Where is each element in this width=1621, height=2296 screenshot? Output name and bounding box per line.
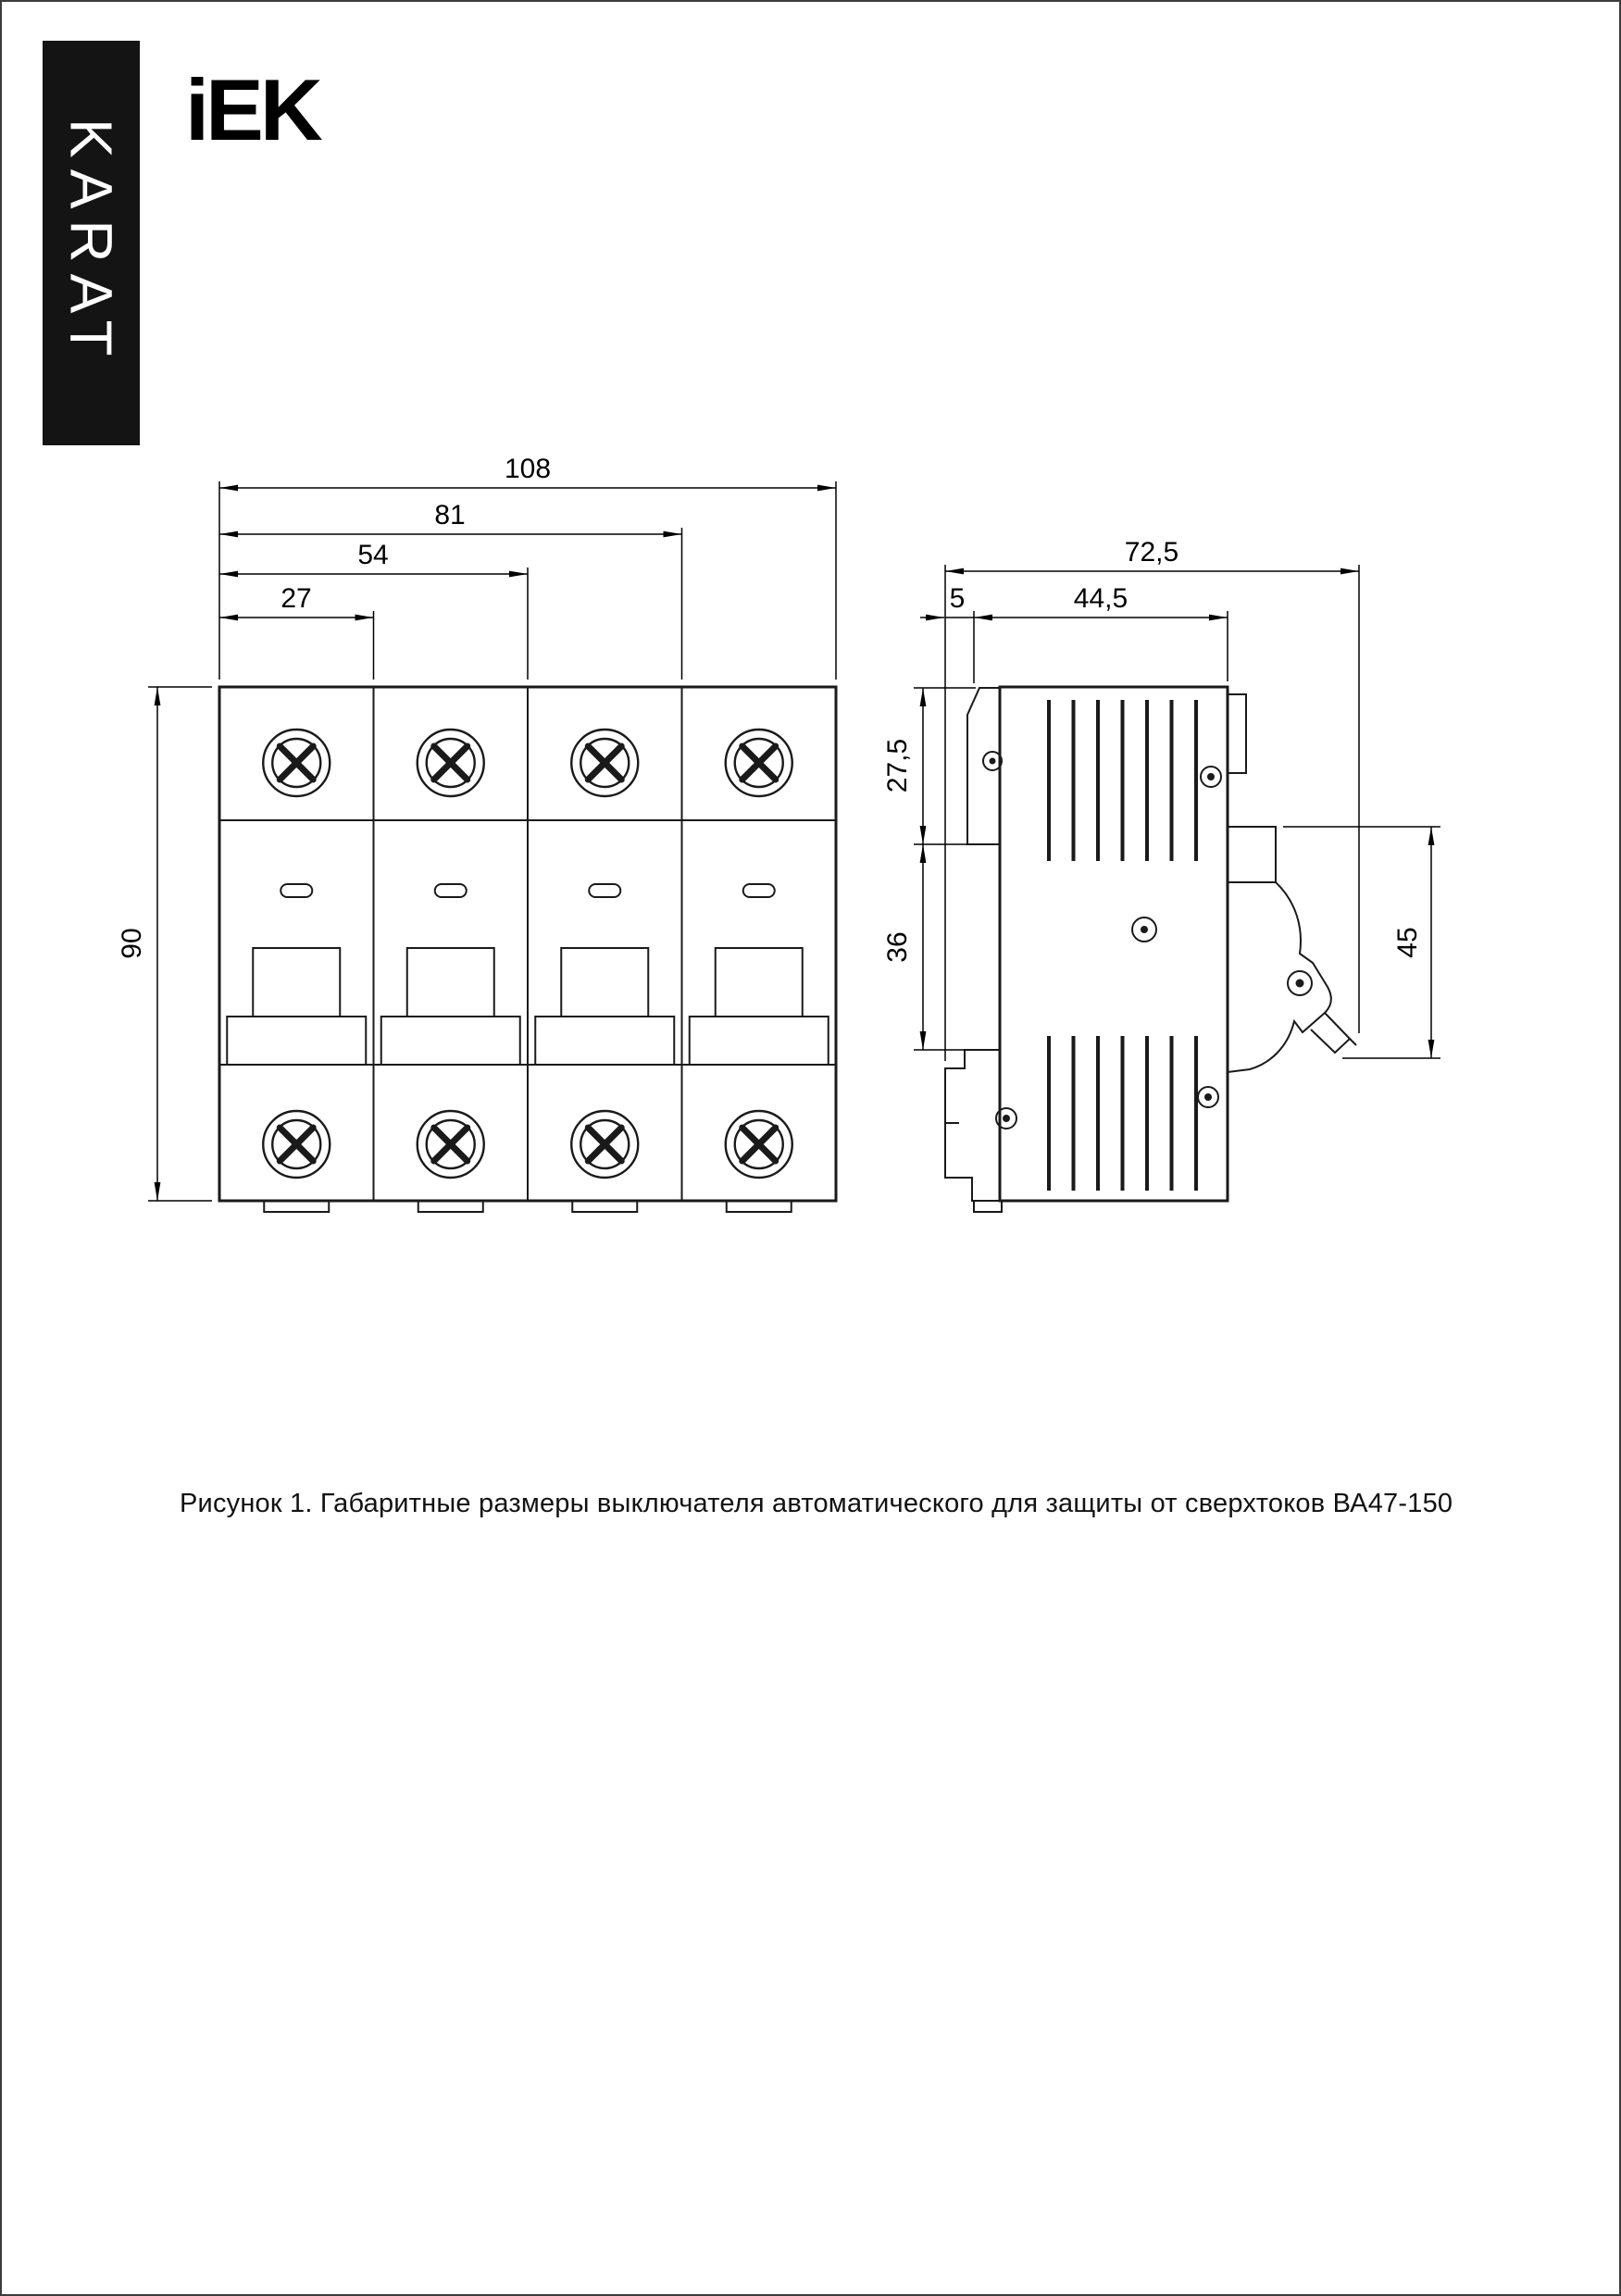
pole-module — [535, 730, 674, 1212]
dim-label-height: 90 — [117, 928, 147, 959]
dim-label-three-modules: 81 — [434, 500, 466, 530]
dim-label-total-depth: 72,5 — [1124, 537, 1179, 568]
pole-module — [227, 730, 366, 1212]
dim-label-clip-depth: 5 — [949, 583, 966, 614]
dim-label-upper-height: 27,5 — [882, 738, 913, 793]
dim-label-body-depth: 44,5 — [1073, 583, 1128, 614]
logo-text: iEK — [185, 61, 319, 158]
dim-label-middle-height: 36 — [882, 931, 913, 963]
dimensional-drawing — [2, 446, 1621, 1372]
banner-text: KARAT — [57, 119, 125, 368]
front-face-contour — [1228, 882, 1331, 1072]
karat-banner — [43, 41, 140, 445]
side-body-outline — [1000, 687, 1228, 1201]
dim-label-front-height: 45 — [1392, 927, 1423, 958]
front-view — [219, 687, 836, 1212]
pole-module — [381, 730, 520, 1212]
pole-module — [690, 730, 829, 1212]
terminal-block — [1228, 827, 1276, 882]
din-clip-bottom — [945, 1050, 1000, 1201]
dim-label-two-modules: 54 — [357, 540, 389, 570]
figure-caption: Рисунок 1. Габаритные размеры выключателя автоматического для защиты от сверхтоков ВА47-150 — [180, 1489, 1453, 1518]
side-view — [945, 687, 1356, 1212]
iek-logo — [185, 61, 319, 158]
dim-label-total-width: 108 — [504, 454, 552, 484]
ventilation-slots — [1049, 700, 1196, 1191]
dim-label-one-module: 27 — [281, 583, 312, 614]
dimension-lines — [148, 481, 1440, 1201]
